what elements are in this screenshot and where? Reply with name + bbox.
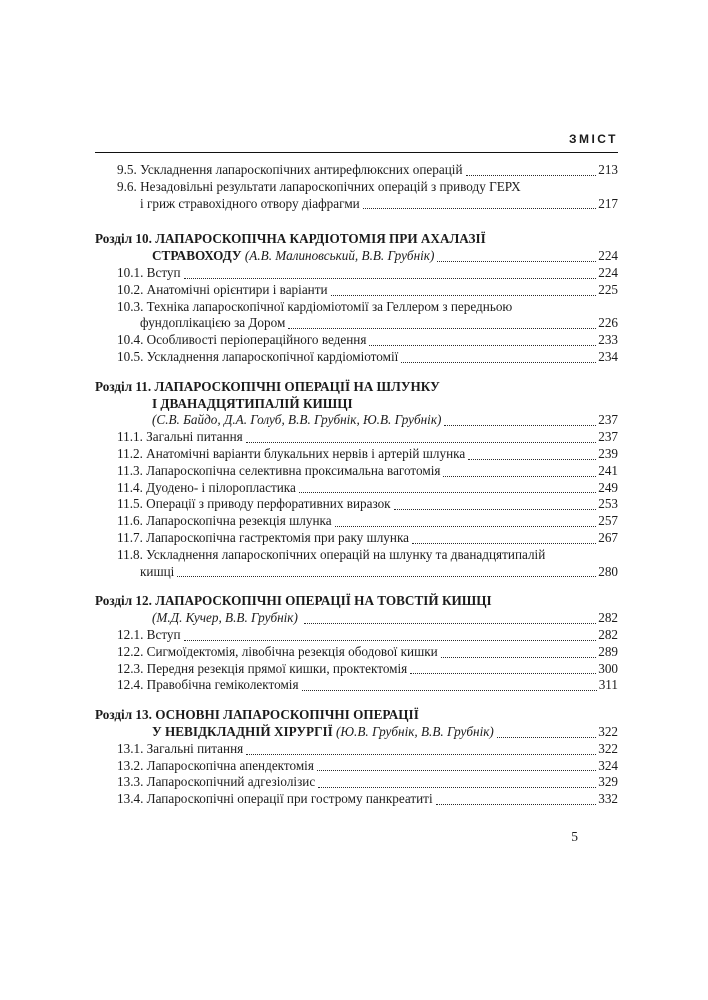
toc-entry-text: 12.2. Сигмоїдектомія, лівобічна резекція ободової кишки — [117, 643, 438, 659]
dot-leader — [304, 623, 596, 624]
toc-line — [95, 547, 618, 564]
dot-leader — [299, 492, 596, 493]
toc-page-ref: 237 — [598, 429, 618, 445]
toc-line — [95, 530, 618, 547]
toc-entry-text: 13.3. Лапароскопічний адгезіолізис — [117, 774, 316, 790]
dot-leader — [443, 476, 596, 477]
toc-page-ref: 234 — [598, 348, 618, 364]
dot-leader — [466, 175, 597, 176]
toc-line — [95, 707, 618, 724]
toc-line — [95, 429, 618, 446]
page-title: ЗМІСТ — [568, 132, 618, 146]
toc-entry-text: І ДВАНАДЦЯТИПАЛІЙ КИШЦІ — [152, 395, 353, 411]
toc-entry-text: 12.1. Вступ — [117, 626, 181, 642]
toc-line — [95, 379, 618, 396]
toc-line — [95, 791, 618, 808]
toc-line — [95, 265, 618, 282]
dot-leader — [288, 328, 596, 329]
dot-leader — [177, 576, 596, 577]
toc-line — [95, 231, 618, 248]
dot-leader — [497, 737, 596, 738]
dot-leader — [436, 804, 597, 805]
dot-leader — [246, 442, 597, 443]
toc-entry-text: 11.3. Лапароскопічна селективна проксимальна ваготомія — [117, 462, 441, 478]
toc-entry-text: 11.6. Лапароскопічна резекція шлунка — [117, 513, 332, 529]
toc-page-ref: 224 — [598, 264, 618, 280]
dot-leader — [184, 640, 597, 641]
toc-page-ref: 237 — [598, 412, 618, 428]
toc-line — [95, 463, 618, 480]
dot-leader — [369, 345, 596, 346]
toc-page-ref: 329 — [598, 774, 618, 790]
toc-entry-text: СТРАВОХОДУ (А.В. Малиновський, В.В. Грубнік) — [152, 248, 435, 264]
dot-leader — [444, 425, 596, 426]
toc-entry-text: (С.В. Байдо, Д.А. Голуб, В.В. Грубнік, Ю.В. Грубнік) — [152, 412, 442, 428]
toc-line — [95, 162, 618, 179]
toc-page-ref: 225 — [598, 281, 618, 297]
toc-entry-text: і гриж стравохідного отвору діафрагми — [140, 195, 360, 211]
dot-leader — [401, 362, 596, 363]
toc-page-ref: 267 — [598, 529, 618, 545]
toc-entry-text: 10.5. Ускладнення лапароскопічної кардіоміотомії — [117, 348, 399, 364]
toc-entry-text: 11.5. Операції з приводу перфоративних виразок — [117, 496, 391, 512]
toc-page-ref: 257 — [598, 513, 618, 529]
toc-page-ref: 311 — [598, 677, 618, 693]
toc-entry-text: 11.2. Анатомічні варіанти блукальних нервів і артерій шлунка — [117, 445, 466, 461]
toc-line — [95, 627, 618, 644]
page-content — [95, 132, 618, 808]
dot-leader — [412, 543, 596, 544]
toc-line — [95, 677, 618, 694]
toc-line — [95, 412, 618, 429]
toc-line — [95, 332, 618, 349]
dot-leader — [410, 673, 596, 674]
toc-line — [95, 661, 618, 678]
toc-line — [95, 774, 618, 791]
dot-leader — [302, 690, 597, 691]
dot-leader — [331, 295, 597, 296]
page-number: 5 — [571, 829, 578, 844]
toc-line — [95, 282, 618, 299]
dot-leader — [363, 208, 596, 209]
toc-entry-text: 13.4. Лапароскопічні операції при гострому панкреатиті — [117, 791, 433, 807]
dot-leader — [184, 278, 597, 279]
toc-entry-text: Розділ 13. ОСНОВНІ ЛАПАРОСКОПІЧНІ ОПЕРАЦІЇ — [95, 707, 419, 723]
dot-leader — [335, 526, 597, 527]
toc-page-ref: 224 — [598, 248, 618, 264]
toc-entry-text: 9.5. Ускладнення лапароскопічних антирефлюксних операцій — [117, 162, 463, 177]
dot-leader — [468, 459, 596, 460]
toc-line — [95, 446, 618, 463]
toc-page-ref: 253 — [598, 496, 618, 512]
toc-line — [95, 315, 618, 332]
toc-page-ref: 241 — [598, 462, 618, 478]
toc-page-ref: 280 — [598, 563, 618, 579]
toc-page-ref: 249 — [598, 479, 618, 495]
toc-page-ref: 332 — [598, 791, 618, 807]
toc-entry-text: фундоплікацією за Дором — [140, 315, 286, 331]
toc-section-chapter-11 — [95, 379, 618, 581]
toc-line — [95, 496, 618, 513]
toc-line — [95, 724, 618, 741]
toc-entry-text: Розділ 10. ЛАПАРОСКОПІЧНА КАРДІОТОМІЯ ПРИ АХАЛАЗІЇ — [95, 231, 486, 247]
toc-page-ref: 322 — [598, 723, 618, 739]
dot-leader — [437, 261, 596, 262]
toc-page-ref: 217 — [598, 195, 618, 211]
toc-line — [95, 396, 618, 413]
dot-leader — [394, 509, 597, 510]
toc-page-ref: 322 — [598, 740, 618, 756]
toc-section-chapter-9-tail — [95, 162, 618, 212]
toc-entry-text: Розділ 11. ЛАПАРОСКОПІЧНІ ОПЕРАЦІЇ НА ШЛУНКУ — [95, 378, 440, 394]
toc-page-ref: 282 — [598, 626, 618, 642]
toc-entry-text: 13.2. Лапароскопічна апендектомія — [117, 757, 314, 773]
toc-page-ref: 213 — [598, 162, 618, 177]
toc-section-chapter-10 — [95, 231, 618, 365]
toc-line — [95, 644, 618, 661]
toc-page-ref: 282 — [598, 610, 618, 626]
toc-entry-text: 10.1. Вступ — [117, 264, 181, 280]
toc-page-ref: 289 — [598, 643, 618, 659]
toc-line — [95, 349, 618, 366]
toc-section-chapter-13 — [95, 707, 618, 808]
toc-entry-text: 13.1. Загальні питання — [117, 740, 244, 756]
toc-entry-text: 9.6. Незадовільні результати лапароскопічних операцій з приводу ГЕРХ — [117, 178, 521, 194]
dot-leader — [246, 754, 596, 755]
toc-entry-text: кишці — [140, 563, 175, 579]
toc-line — [95, 741, 618, 758]
toc-section-chapter-12 — [95, 593, 618, 694]
toc-entry-text: 11.4. Дуодено- і пілоропластика — [117, 479, 296, 495]
toc-page-ref: 226 — [598, 315, 618, 331]
running-head — [95, 132, 618, 153]
toc-entry-text: 10.3. Техніка лапароскопічної кардіоміотомії за Геллером з передньою — [117, 298, 513, 314]
toc-entry-text: 11.8. Ускладнення лапароскопічних операцій на шлунку та дванадцятипалій — [117, 546, 546, 562]
toc-line — [95, 610, 618, 627]
toc-list — [95, 162, 618, 808]
toc-entry-text: 11.7. Лапароскопічна гастректомія при раку шлунка — [117, 529, 410, 545]
dot-leader — [317, 770, 596, 771]
toc-entry-text: 12.3. Передня резекція прямої кишки, проктектомія — [117, 660, 408, 676]
toc-line — [95, 564, 618, 581]
toc-line — [95, 593, 618, 610]
toc-entry-text: 10.2. Анатомічні орієнтири і варіанти — [117, 281, 328, 297]
toc-page-ref: 324 — [598, 757, 618, 773]
dot-leader — [441, 657, 597, 658]
toc-page-ref: 239 — [598, 445, 618, 461]
toc-page-ref: 300 — [598, 660, 618, 676]
toc-line — [95, 248, 618, 265]
toc-entry-text: У НЕВІДКЛАДНІЙ ХІРУРГІЇ (Ю.В. Грубнік, В.В. Грубнік) — [152, 723, 494, 739]
toc-line — [95, 758, 618, 775]
toc-entry-text: 10.4. Особливості періопераційного ведення — [117, 332, 367, 348]
toc-page-ref: 233 — [598, 332, 618, 348]
toc-entry-text: Розділ 12. ЛАПАРОСКОПІЧНІ ОПЕРАЦІЇ НА ТОВСТІЙ КИШЦІ — [95, 593, 492, 609]
toc-line — [95, 299, 618, 316]
toc-entry-text: 11.1. Загальні питання — [117, 429, 243, 445]
toc-line — [95, 513, 618, 530]
toc-entry-text: 12.4. Правобічна геміколектомія — [117, 677, 299, 693]
toc-line — [95, 196, 618, 213]
dot-leader — [318, 787, 596, 788]
toc-line — [95, 480, 618, 497]
toc-entry-text: (М.Д. Кучер, В.В. Грубнік) — [152, 610, 302, 626]
toc-line — [95, 179, 618, 196]
